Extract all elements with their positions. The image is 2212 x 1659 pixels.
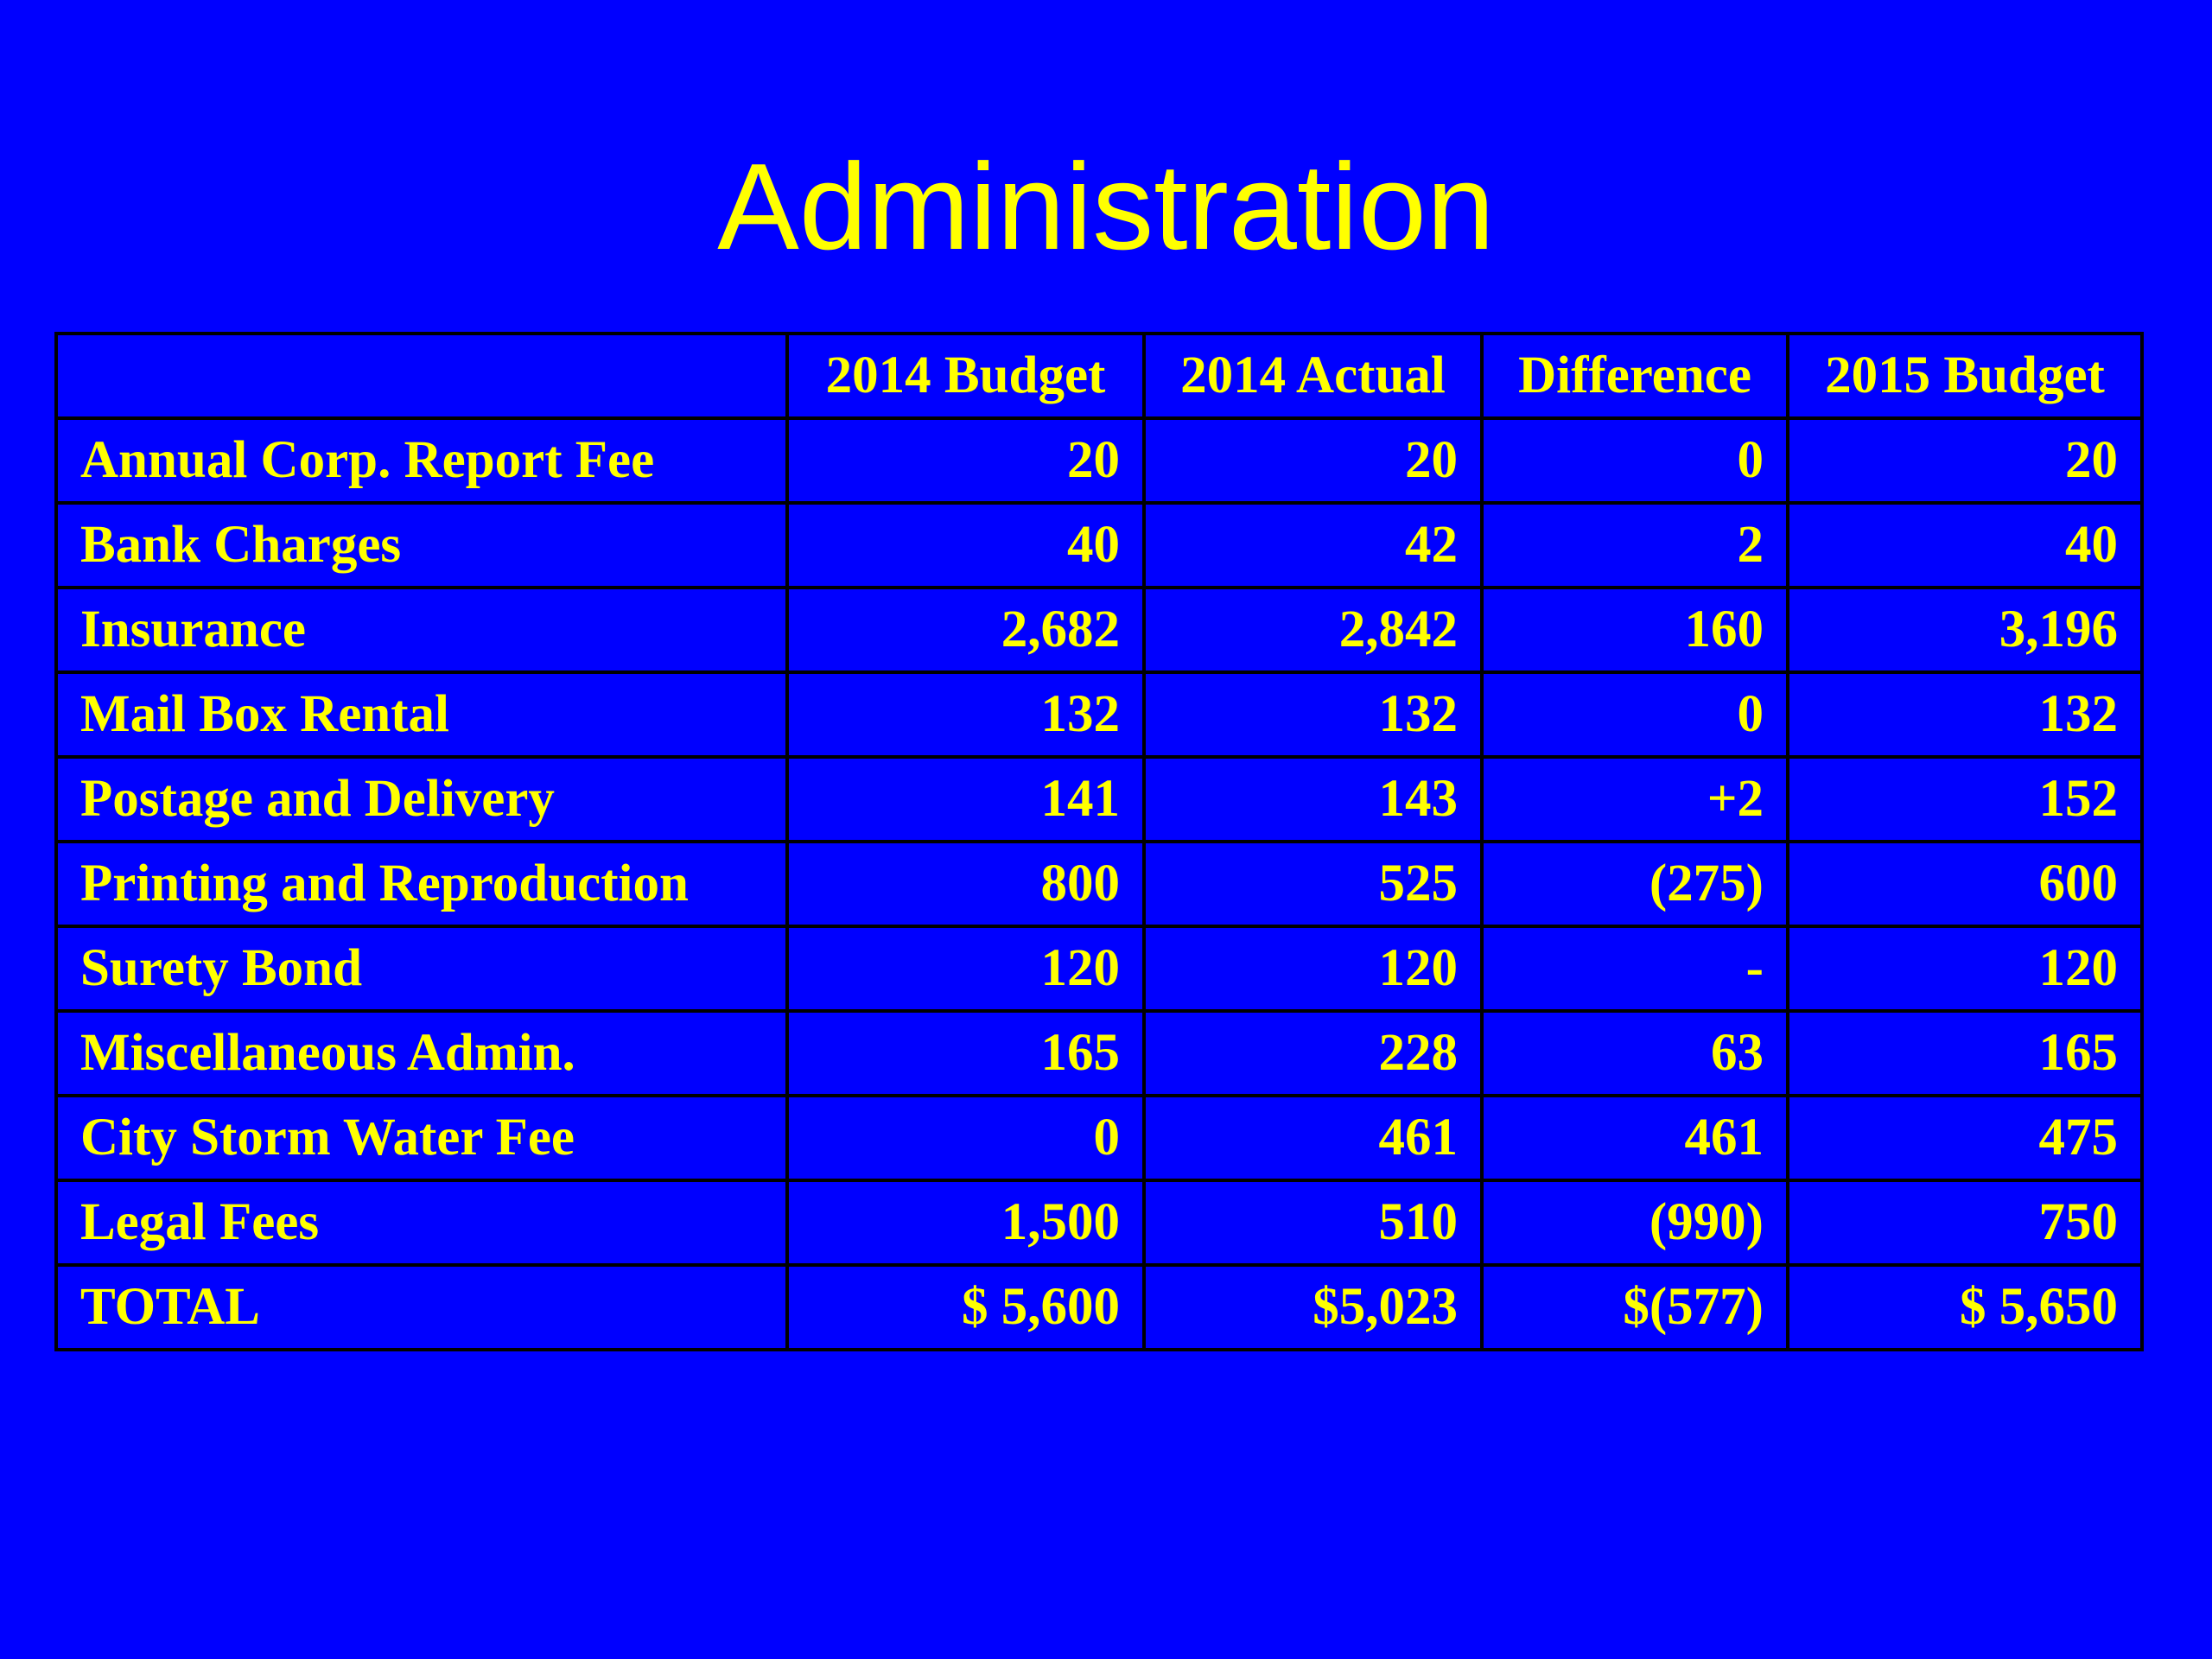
cell-2014-budget: 132 (787, 672, 1144, 757)
cell-2014-budget: 0 (787, 1096, 1144, 1180)
cell-2014-actual: $5,023 (1144, 1265, 1482, 1350)
row-label: Mail Box Rental (56, 672, 787, 757)
cell-2014-actual: 228 (1144, 1011, 1482, 1096)
table-row (56, 588, 2142, 672)
row-label: Postage and Delivery (56, 757, 787, 842)
row-label: TOTAL (56, 1265, 787, 1350)
row-label: Miscellaneous Admin. (56, 1011, 787, 1096)
table-header-row (56, 334, 2142, 418)
cell-2014-budget: 2,682 (787, 588, 1144, 672)
header-cell-2015-budget: 2015 Budget (1788, 334, 2142, 418)
cell-difference: $(577) (1482, 1265, 1788, 1350)
cell-difference: - (1482, 926, 1788, 1011)
table-row (56, 1096, 2142, 1180)
cell-difference: 63 (1482, 1011, 1788, 1096)
header-cell-2014-budget: 2014 Budget (787, 334, 1144, 418)
cell-2015-budget: 750 (1788, 1180, 2142, 1265)
cell-2014-actual: 510 (1144, 1180, 1482, 1265)
row-label: Insurance (56, 588, 787, 672)
row-label: City Storm Water Fee (56, 1096, 787, 1180)
cell-2015-budget: 132 (1788, 672, 2142, 757)
table-body (56, 418, 2142, 1350)
cell-difference: 0 (1482, 672, 1788, 757)
cell-2015-budget: 3,196 (1788, 588, 2142, 672)
cell-2014-actual: 2,842 (1144, 588, 1482, 672)
budget-table (54, 332, 2144, 1351)
row-label: Annual Corp. Report Fee (56, 418, 787, 503)
cell-2014-budget: 165 (787, 1011, 1144, 1096)
header-cell-difference: Difference (1482, 334, 1788, 418)
table-row-total (56, 1265, 2142, 1350)
cell-difference: (275) (1482, 842, 1788, 926)
cell-2014-actual: 132 (1144, 672, 1482, 757)
cell-2015-budget: $ 5,650 (1788, 1265, 2142, 1350)
cell-2014-budget: 40 (787, 503, 1144, 588)
header-cell-2014-actual: 2014 Actual (1144, 334, 1482, 418)
table-row (56, 926, 2142, 1011)
table-row (56, 503, 2142, 588)
cell-2015-budget: 165 (1788, 1011, 2142, 1096)
cell-2014-actual: 461 (1144, 1096, 1482, 1180)
cell-2014-actual: 120 (1144, 926, 1482, 1011)
row-label: Legal Fees (56, 1180, 787, 1265)
cell-2014-actual: 42 (1144, 503, 1482, 588)
cell-2014-actual: 525 (1144, 842, 1482, 926)
cell-difference: (990) (1482, 1180, 1788, 1265)
cell-2014-budget: 800 (787, 842, 1144, 926)
cell-difference: +2 (1482, 757, 1788, 842)
table-row (56, 757, 2142, 842)
cell-2014-actual: 20 (1144, 418, 1482, 503)
cell-2015-budget: 40 (1788, 503, 2142, 588)
cell-2014-budget: 1,500 (787, 1180, 1144, 1265)
slide-title: Administration (717, 138, 1495, 276)
cell-difference: 160 (1482, 588, 1788, 672)
header-cell-blank (56, 334, 787, 418)
table-row (56, 1011, 2142, 1096)
cell-2014-budget: $ 5,600 (787, 1265, 1144, 1350)
cell-2014-budget: 20 (787, 418, 1144, 503)
table-row (56, 842, 2142, 926)
cell-2015-budget: 20 (1788, 418, 2142, 503)
row-label: Printing and Reproduction (56, 842, 787, 926)
cell-2014-budget: 141 (787, 757, 1144, 842)
cell-difference: 461 (1482, 1096, 1788, 1180)
table-row (56, 1180, 2142, 1265)
table-row (56, 418, 2142, 503)
cell-2015-budget: 120 (1788, 926, 2142, 1011)
cell-2014-actual: 143 (1144, 757, 1482, 842)
cell-2015-budget: 600 (1788, 842, 2142, 926)
row-label: Bank Charges (56, 503, 787, 588)
cell-difference: 2 (1482, 503, 1788, 588)
cell-2014-budget: 120 (787, 926, 1144, 1011)
row-label: Surety Bond (56, 926, 787, 1011)
cell-difference: 0 (1482, 418, 1788, 503)
cell-2015-budget: 152 (1788, 757, 2142, 842)
table-row (56, 672, 2142, 757)
cell-2015-budget: 475 (1788, 1096, 2142, 1180)
